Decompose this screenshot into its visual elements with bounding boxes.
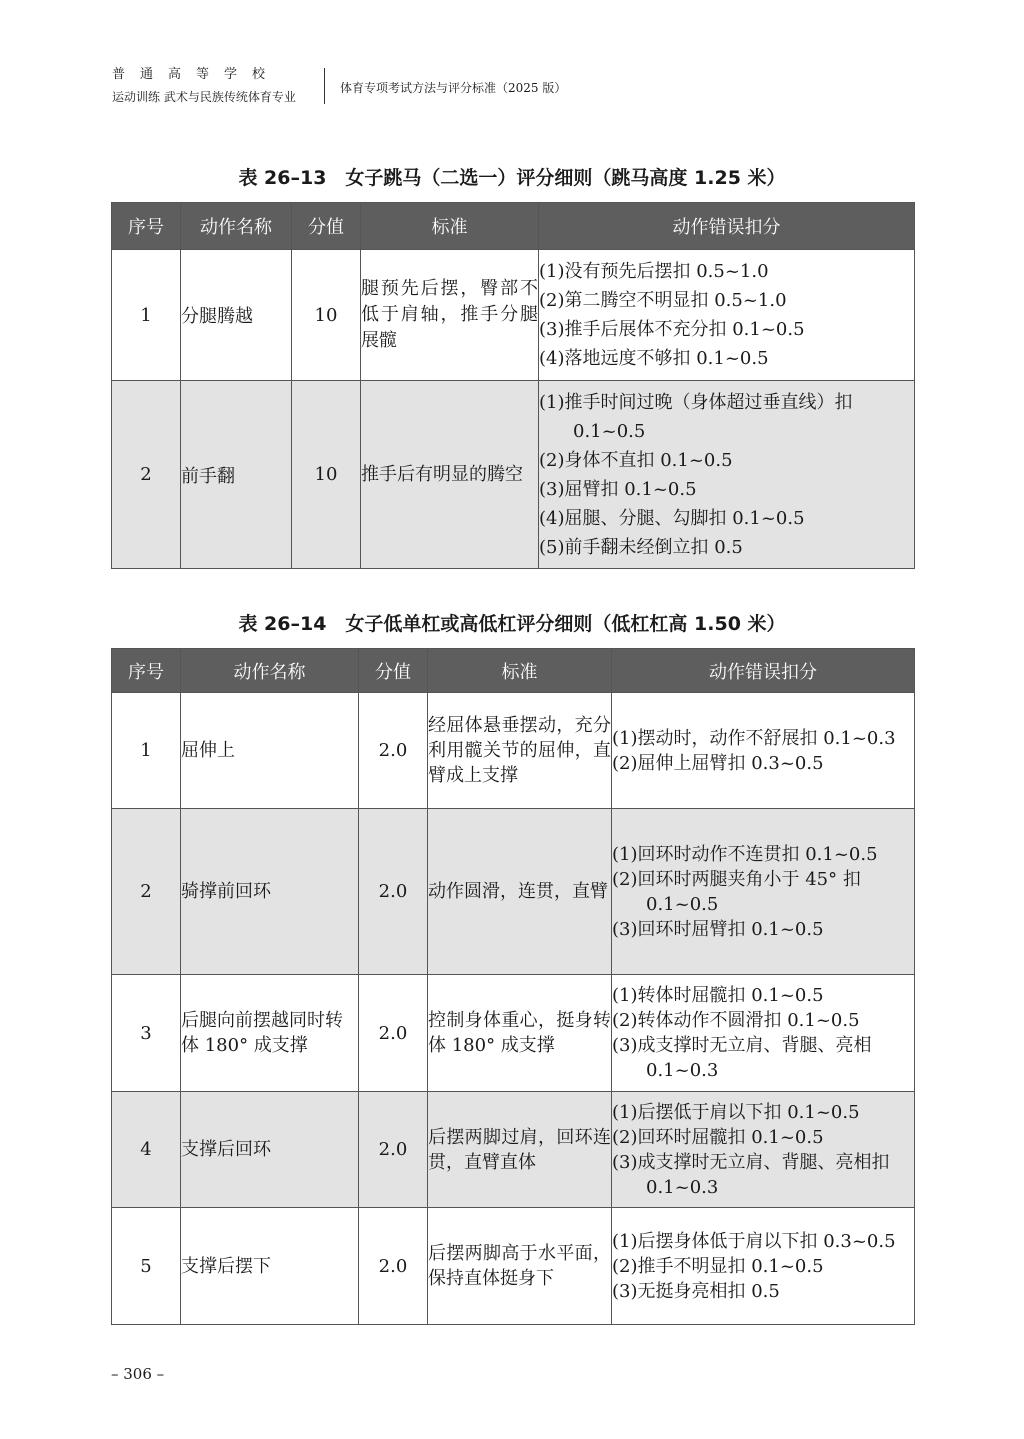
deduction-item: (1)转体时屈髋扣 0.1~0.5 [612,985,824,1006]
col-header-deduction: 动作错误扣分 [539,203,915,250]
table-row [112,250,915,381]
cell-deductions [612,1208,915,1325]
deduction-item: (2)身体不直扣 0.1~0.5 [539,449,733,471]
page-number: – 306 – [111,1365,165,1383]
cell-standard: 后摆两脚过肩，回环连贯，直臂直体 [428,1092,612,1208]
cell-index: 1 [112,250,181,381]
cell-deductions [612,1092,915,1208]
deduction-item: (3)成支撑时无立肩、背腿、亮相 0.1~0.3 [612,1035,872,1081]
cell-score: 2.0 [359,1092,428,1208]
deduction-item: (2)回环时屈髋扣 0.1~0.5 [612,1126,824,1148]
cell-index: 2 [112,381,181,569]
col-header-score: 分值 [292,203,361,250]
cell-index: 2 [112,809,181,975]
cell-score: 2.0 [359,809,428,975]
header-divider [324,68,325,104]
cell-index: 1 [112,693,181,809]
cell-score: 10 [292,381,361,569]
deduction-item: (2)屈伸上屈臂扣 0.3~0.5 [612,752,824,774]
col-header-action: 动作名称 [181,203,292,250]
cell-score: 10 [292,250,361,381]
cell-standard: 腿预先后摆，臀部不低于肩轴，推手分腿展髋 [361,250,539,381]
cell-standard: 推手后有明显的腾空 [361,381,539,569]
cell-action: 分腿腾越 [181,250,292,381]
col-header-score: 分值 [359,649,428,693]
col-header-action: 动作名称 [181,649,359,693]
col-header-index: 序号 [112,649,181,693]
deduction-item: (2)第二腾空不明显扣 0.5~1.0 [539,290,787,311]
cell-action: 支撑后回环 [181,1092,359,1208]
cell-standard: 后摆两脚高于水平面，保持直体挺身下 [428,1208,612,1325]
cell-deductions [612,693,915,809]
deduction-item: (1)后摆身体低于肩以下扣 0.3~0.5 [612,1230,896,1252]
deduction-item: (1)没有预先后摆扣 0.5~1.0 [539,261,769,282]
cell-standard: 控制身体重心，挺身转体 180° 成支撑 [428,975,612,1092]
cell-index: 3 [112,975,181,1092]
deduction-item: (1)摆动时，动作不舒展扣 0.1~0.3 [612,727,896,749]
col-header-index: 序号 [112,203,181,250]
cell-deductions [612,809,915,975]
cell-index: 4 [112,1092,181,1208]
cell-action: 骑撑前回环 [181,809,359,975]
cell-action: 后腿向前摆越同时转体 180° 成支撑 [181,975,359,1092]
table2-title: 表 26–14 女子低单杠或高低杠评分细则（低杠杠高 1.50 米） [238,613,786,635]
cell-action: 前手翻 [181,381,292,569]
cell-deductions [539,250,915,381]
deduction-item: (2)回环时两腿夹角小于 45° 扣 0.1~0.5 [612,868,861,915]
deduction-item: (3)屈臂扣 0.1~0.5 [539,478,697,500]
cell-score: 2.0 [359,693,428,809]
cell-score: 2.0 [359,975,428,1092]
deduction-item: (1)推手时间过晚（身体超过垂直线）扣 0.1~0.5 [539,391,853,442]
deduction-item: (1)后摆低于肩以下扣 0.1~0.5 [612,1101,860,1123]
table-vault [111,202,915,569]
table-row [112,809,915,975]
col-header-standard: 标准 [428,649,612,693]
deduction-item: (3)成支撑时无立肩、背腿、亮相扣 0.1~0.3 [612,1151,890,1198]
cell-standard: 经屈体悬垂摆动，充分利用髋关节的屈伸，直臂成上支撑 [428,693,612,809]
cell-action: 支撑后摆下 [181,1208,359,1325]
deduction-item: (2)推手不明显扣 0.1~0.5 [612,1255,824,1277]
cell-index: 5 [112,1208,181,1325]
header-major: 运动训练 武术与民族传统体育专业 [112,90,296,104]
deduction-item: (4)屈腿、分腿、勾脚扣 0.1~0.5 [539,507,805,529]
col-header-standard: 标准 [361,203,539,250]
header-book-title: 体育专项考试方法与评分标准（2025 版） [340,81,567,95]
deduction-item: (5)前手翻未经倒立扣 0.5 [539,536,743,558]
table-row [112,693,915,809]
deduction-item: (3)回环时屈臂扣 0.1~0.5 [612,918,824,940]
cell-deductions [539,381,915,569]
header-school: 普通高等学校 [112,67,281,82]
table-row [112,1208,915,1325]
deduction-item: (2)转体动作不圆滑扣 0.1~0.5 [612,1010,860,1031]
deduction-item: (3)无挺身亮相扣 0.5 [612,1280,780,1302]
cell-standard: 动作圆滑，连贯，直臂 [428,809,612,975]
table-bars [111,648,915,1325]
cell-deductions [612,975,915,1092]
table-row [112,381,915,569]
table-row [112,975,915,1092]
cell-score: 2.0 [359,1208,428,1325]
table1-title: 表 26–13 女子跳马（二选一）评分细则（跳马高度 1.25 米） [238,167,786,189]
table-row [112,1092,915,1208]
deduction-item: (3)推手后展体不充分扣 0.1~0.5 [539,319,805,340]
deduction-item: (1)回环时动作不连贯扣 0.1~0.5 [612,843,878,865]
cell-action: 屈伸上 [181,693,359,809]
col-header-deduction: 动作错误扣分 [612,649,915,693]
header-left [112,66,317,106]
deduction-item: (4)落地远度不够扣 0.1~0.5 [539,348,769,369]
